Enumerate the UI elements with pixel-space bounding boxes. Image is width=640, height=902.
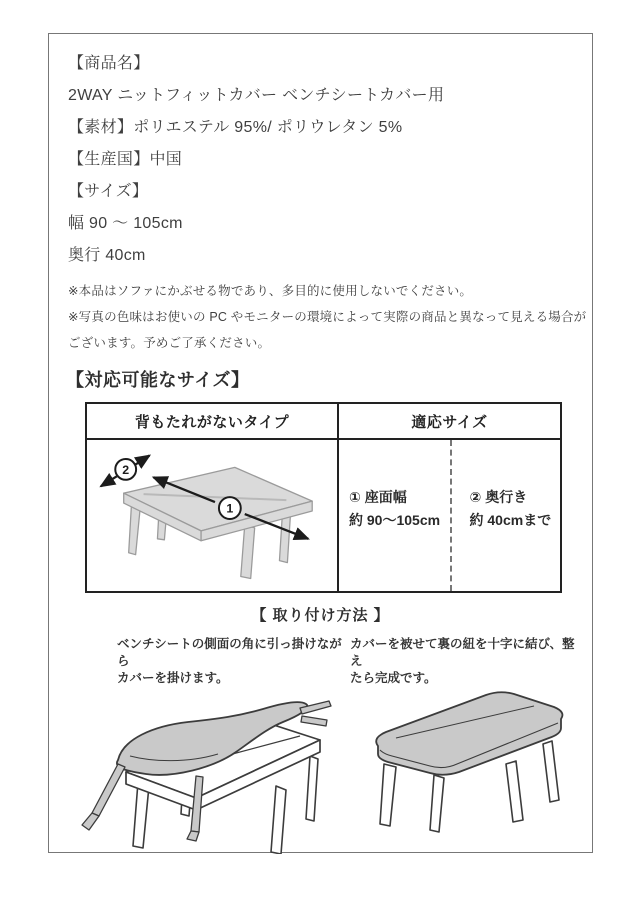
size-heading: 【サイズ】: [68, 183, 149, 200]
size-table: [85, 402, 562, 593]
material-line: 【素材】ポリエステル 95%/ ポリウレタン 5%: [68, 119, 403, 136]
size-depth-line: 奥行 40cm: [68, 247, 146, 264]
seat-width-label: ① 座面幅: [349, 488, 407, 505]
seat-width-value: 約 90〜105cm: [349, 511, 441, 528]
product-info-block: [68, 54, 444, 278]
note-line: ※本品はソファにかぶせる物であり、多目的に使用しないでください。: [68, 284, 473, 298]
product-name: 2WAY ニットフィットカバー ベンチシートカバー用: [68, 87, 445, 104]
circled-1-digit: 1: [226, 501, 234, 516]
depth-label: ② 奥行き: [469, 488, 528, 505]
depth-spec: [450, 440, 561, 591]
step-1-line-1: ベンチシートの側面の角に引っ掛けながら: [117, 637, 342, 668]
compatible-size-heading: 【対応可能なサイズ】: [66, 370, 250, 390]
finished-bench-illustration: [338, 664, 596, 854]
size-width-line: 幅 90 〜 105cm: [68, 215, 183, 232]
type-column-header: 背もたれがないタイプ: [87, 404, 339, 440]
fitted-cover-shape: [376, 692, 562, 775]
fit-size-cell: [339, 440, 560, 591]
fit-column-header: 適応サイズ: [339, 404, 560, 440]
bench-diagram-cell: [87, 440, 339, 591]
product-name-heading: 【商品名】: [68, 55, 150, 72]
bench-size-diagram: [88, 441, 336, 591]
caution-notes: [68, 282, 586, 360]
cover-apply-illustration: [68, 664, 336, 854]
seat-width-spec: [339, 440, 450, 591]
circled-2-digit: 2: [122, 462, 130, 477]
step-2-line-2: たら完成です。: [350, 671, 437, 685]
note-line: ※写真の色味はお使いの PC やモニターの環境によって実際の商品と異なって見える場合が: [68, 310, 587, 324]
step-2-line-1: カバーを被せて裏の紐を十字に結び、整え: [350, 637, 575, 668]
installation-heading: 【 取り付け方法 】: [251, 607, 390, 624]
step-1-line-2: カバーを掛けます。: [117, 671, 229, 685]
origin-line: 【生産国】中国: [68, 151, 183, 168]
depth-value: 約 40cmまで: [469, 511, 552, 528]
note-line: ございます。予めご了承ください。: [68, 336, 271, 350]
